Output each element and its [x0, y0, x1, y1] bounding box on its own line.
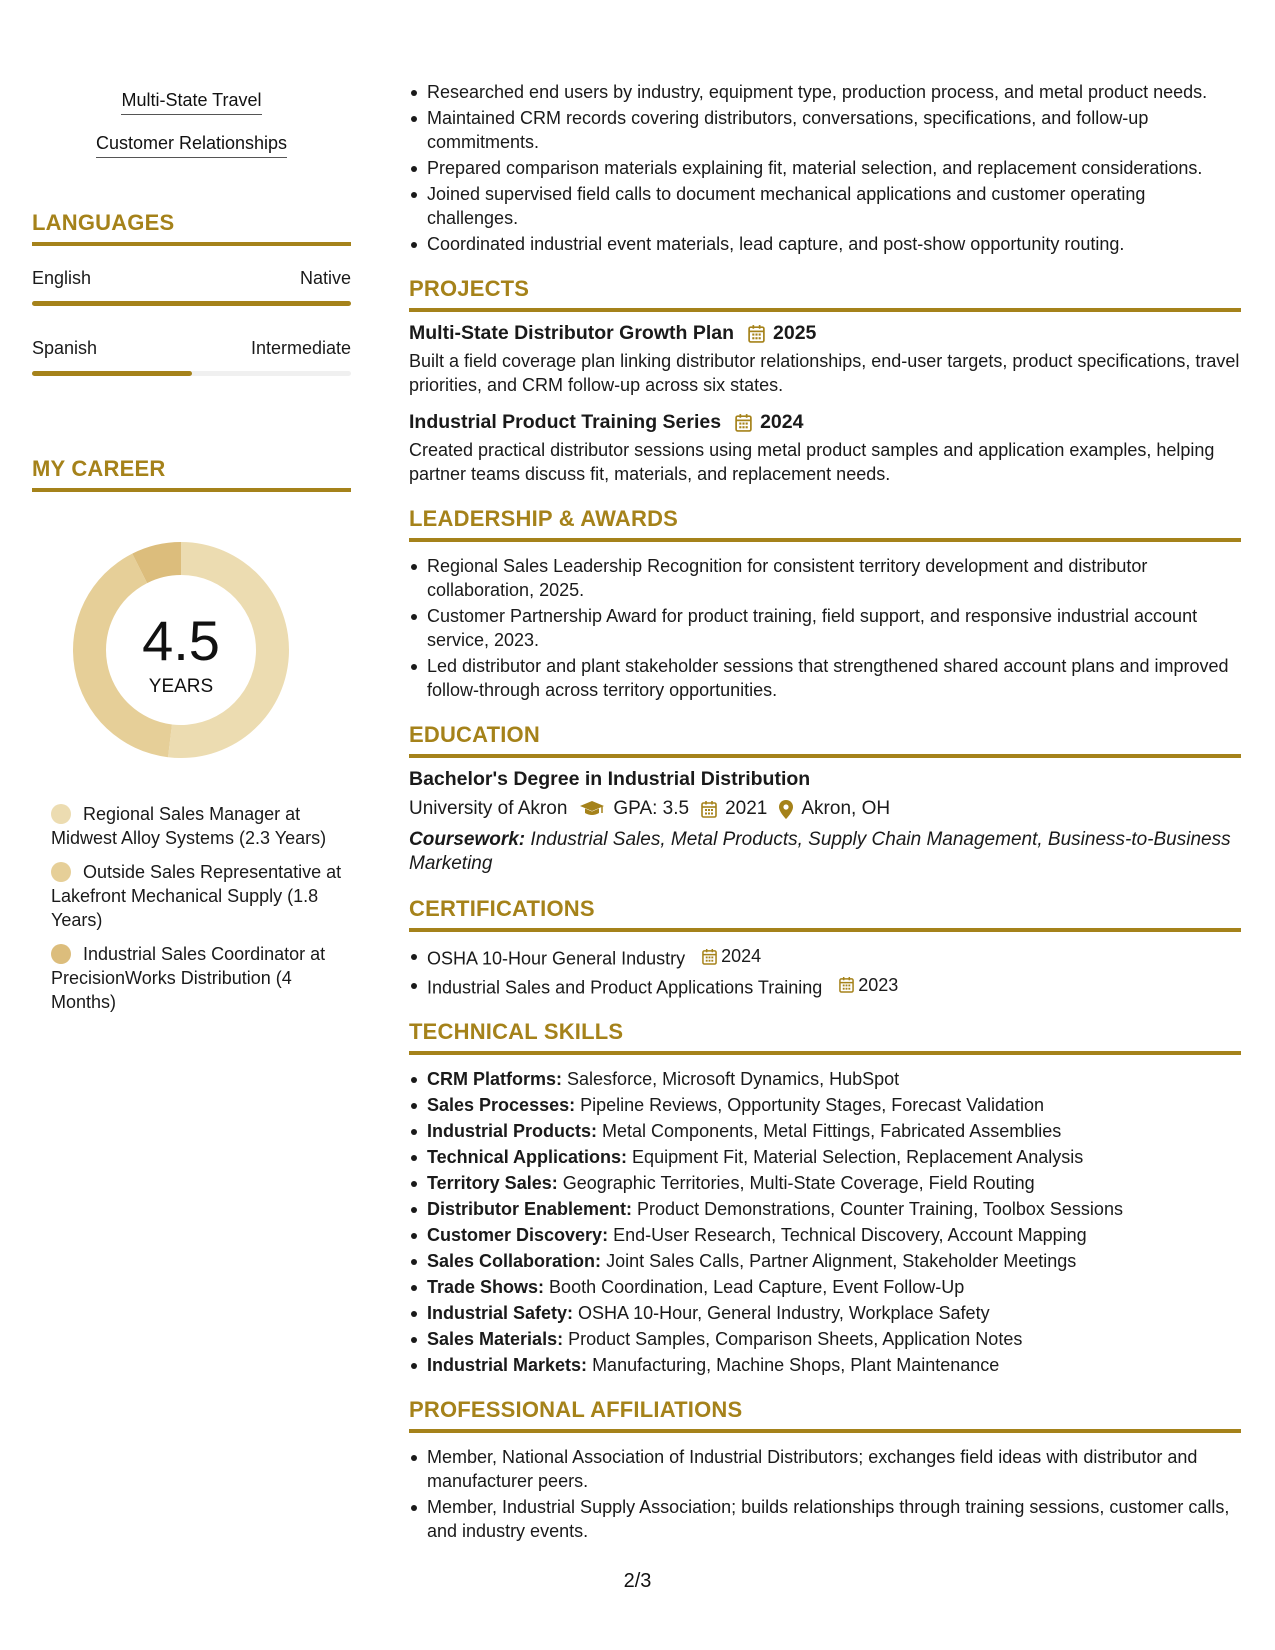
affiliation-item: Member, National Association of Industrial Distributors; exchanges field ideas with distributor and manufacturer peers.	[409, 1445, 1241, 1493]
skill-category: CRM Platforms:	[427, 1069, 563, 1089]
skill-values: OSHA 10-Hour, General Industry, Workplace Safety	[578, 1303, 990, 1323]
career-legend	[32, 802, 351, 1014]
project-year: 2025	[773, 322, 817, 344]
calendar-icon	[839, 976, 854, 993]
skill-item	[409, 1301, 1241, 1325]
calendar-icon	[701, 800, 717, 818]
education-heading: EDUCATION	[409, 722, 540, 747]
languages-heading: LANGUAGES	[32, 210, 175, 235]
skill-item	[409, 1119, 1241, 1143]
experience-bullet: Maintained CRM records covering distributors, conversations, specifications, and follow-up commitments.	[409, 106, 1241, 154]
coursework-list: Industrial Sales, Metal Products, Supply Chain Management, Business-to-Business Marketing	[409, 829, 1231, 874]
language-level: Native	[299, 268, 351, 288]
certification-item	[409, 973, 1241, 1000]
certifications-heading: CERTIFICATIONS	[409, 896, 595, 921]
skill-category: Sales Collaboration:	[427, 1251, 602, 1271]
affiliations-list	[409, 1445, 1241, 1543]
skill-item	[409, 1249, 1241, 1273]
skill-values: Product Samples, Comparison Sheets, Application Notes	[568, 1329, 1023, 1349]
section-divider	[409, 928, 1241, 932]
skill-category: Trade Shows:	[427, 1277, 545, 1297]
graduation-year: 2021	[725, 798, 768, 819]
language-row	[32, 268, 351, 289]
skill-values: Joint Sales Calls, Partner Alignment, Stakeholder Meetings	[606, 1251, 1077, 1271]
school-name: University of Akron	[409, 798, 568, 819]
legend-dot-icon	[51, 804, 71, 824]
skill-values: Metal Components, Metal Fittings, Fabricated Assemblies	[602, 1121, 1062, 1141]
skill-values: Product Demonstrations, Counter Training, Toolbox Sessions	[637, 1199, 1123, 1219]
project-name: Multi-State Distributor Growth Plan	[409, 322, 734, 344]
page-number: 2/3	[623, 1570, 652, 1592]
skill-item	[409, 1275, 1241, 1299]
skill-category: Sales Materials:	[427, 1329, 564, 1349]
language-proficiency-fill	[32, 301, 351, 306]
skill-category: Industrial Safety:	[427, 1303, 574, 1323]
skill-category: Sales Processes:	[427, 1095, 576, 1115]
experience-bullet: Researched end users by industry, equipment type, production process, and metal product needs.	[409, 80, 1241, 104]
leadership-item: Customer Partnership Award for product training, field support, and responsive industrial account service, 2023.	[409, 604, 1241, 652]
section-divider	[409, 754, 1241, 758]
career-legend-item	[51, 802, 351, 850]
skill-item	[409, 1171, 1241, 1195]
section-divider	[409, 1429, 1241, 1433]
language-proficiency-bar	[32, 371, 351, 376]
certification-name: Industrial Sales and Product Applications Training	[427, 977, 823, 997]
projects-heading: PROJECTS	[409, 276, 530, 301]
skills-list	[409, 1067, 1241, 1377]
skill-category: Industrial Markets:	[427, 1355, 588, 1375]
career-heading: MY CAREER	[32, 456, 166, 481]
certification-name: OSHA 10-Hour General Industry	[427, 948, 686, 969]
skill-item	[409, 1223, 1241, 1247]
calendar-icon	[748, 324, 765, 343]
career-legend-text: Outside Sales Representative at Lakefront Mechanical Supply (1.8 Years)	[51, 862, 342, 930]
section-divider	[409, 1051, 1241, 1055]
gpa: GPA: 3.5	[613, 798, 690, 819]
school-location: Akron, OH	[801, 798, 891, 819]
skills-heading: TECHNICAL SKILLS	[409, 1019, 624, 1044]
career-years-unit: YEARS	[148, 676, 214, 697]
section-divider	[32, 488, 351, 492]
leadership-item: Regional Sales Leadership Recognition for consistent territory development and distributor collaboration, 2025.	[409, 554, 1241, 602]
skill-item	[409, 1197, 1241, 1221]
experience-bullet: Coordinated industrial event materials, lead capture, and post-show opportunity routing.	[409, 232, 1241, 256]
project-year: 2024	[760, 411, 804, 433]
language-level: Intermediate	[250, 338, 351, 358]
skill-category: Distributor Enablement:	[427, 1199, 633, 1219]
legend-dot-icon	[51, 944, 71, 964]
project-description: Built a field coverage plan linking distributor relationships, end-user targets, product specifications, travel priorities, and CRM follow-up across six states.	[409, 351, 1240, 395]
language-name: Spanish	[32, 338, 98, 358]
certification-list	[409, 944, 1241, 999]
graduation-cap-icon	[579, 800, 605, 818]
skill-category: Industrial Products:	[427, 1121, 598, 1141]
section-divider	[409, 538, 1241, 542]
project-header	[409, 322, 1241, 345]
interest-tag: Customer Relationships	[96, 133, 287, 158]
certification-year: 2024	[721, 946, 762, 966]
calendar-icon	[735, 413, 752, 432]
sidebar	[32, 0, 351, 1024]
skill-values: Booth Coordination, Lead Capture, Event Follow-Up	[549, 1277, 965, 1297]
project-description: Created practical distributor sessions using metal product samples and application examples, helping partner teams discuss fit, materials, and replacement needs.	[409, 440, 1215, 484]
leadership-heading: LEADERSHIP & AWARDS	[409, 506, 679, 531]
affiliations-heading: PROFESSIONAL AFFILIATIONS	[409, 1397, 743, 1422]
career-legend-text: Industrial Sales Coordinator at PrecisionWorks Distribution (4 Months)	[51, 944, 326, 1012]
coursework	[409, 828, 1241, 876]
skill-item	[409, 1093, 1241, 1117]
leadership-list	[409, 554, 1241, 702]
skill-values: Salesforce, Microsoft Dynamics, HubSpot	[567, 1069, 900, 1089]
skill-values: End-User Research, Technical Discovery, Account Mapping	[613, 1225, 1087, 1245]
degree-title: Bachelor's Degree in Industrial Distribution	[409, 768, 811, 790]
location-pin-icon	[779, 800, 793, 819]
skill-values: Equipment Fit, Material Selection, Replacement Analysis	[632, 1147, 1084, 1167]
skill-item	[409, 1145, 1241, 1169]
skill-category: Territory Sales:	[427, 1173, 558, 1193]
experience-bullet: Prepared comparison materials explaining fit, material selection, and replacement considerations.	[409, 156, 1241, 180]
skill-values: Manufacturing, Machine Shops, Plant Maintenance	[592, 1355, 1000, 1375]
career-donut-chart	[67, 536, 295, 764]
project-name: Industrial Product Training Series	[409, 411, 722, 433]
language-proficiency-bar	[32, 301, 351, 306]
project-header	[409, 411, 1241, 434]
legend-dot-icon	[51, 862, 71, 882]
skill-category: Technical Applications:	[427, 1147, 628, 1167]
section-divider	[409, 308, 1241, 312]
experience-bullets	[409, 80, 1241, 256]
interest-tag: Multi-State Travel	[121, 90, 261, 115]
skill-values: Pipeline Reviews, Opportunity Stages, Forecast Validation	[580, 1095, 1045, 1115]
experience-bullet: Joined supervised field calls to document mechanical applications and customer operating challenges.	[409, 182, 1241, 230]
language-row	[32, 338, 351, 359]
skill-category: Customer Discovery:	[427, 1225, 609, 1245]
skill-item	[409, 1353, 1241, 1377]
calendar-icon	[702, 948, 717, 965]
certification-item	[409, 944, 1241, 971]
language-proficiency-fill	[32, 371, 192, 376]
certification-year: 2023	[858, 974, 899, 995]
education-details	[409, 798, 1241, 820]
skill-item	[409, 1067, 1241, 1091]
skill-item	[409, 1327, 1241, 1351]
section-divider	[32, 242, 351, 246]
coursework-label: Coursework:	[409, 829, 526, 850]
leadership-item: Led distributor and plant stakeholder sessions that strengthened shared account plans and improved follow-through across territory opportunities.	[409, 654, 1241, 702]
language-name: English	[32, 268, 92, 288]
career-legend-item	[51, 860, 351, 932]
career-total-years: 4.5	[142, 609, 220, 672]
skill-values: Geographic Territories, Multi-State Coverage, Field Routing	[562, 1173, 1035, 1193]
career-legend-text: Regional Sales Manager at Midwest Alloy Systems (2.3 Years)	[51, 804, 327, 848]
affiliation-item: Member, Industrial Supply Association; builds relationships through training sessions, customer calls, and industry events.	[409, 1495, 1241, 1543]
main-content	[409, 0, 1241, 1545]
career-legend-item	[51, 942, 351, 1014]
